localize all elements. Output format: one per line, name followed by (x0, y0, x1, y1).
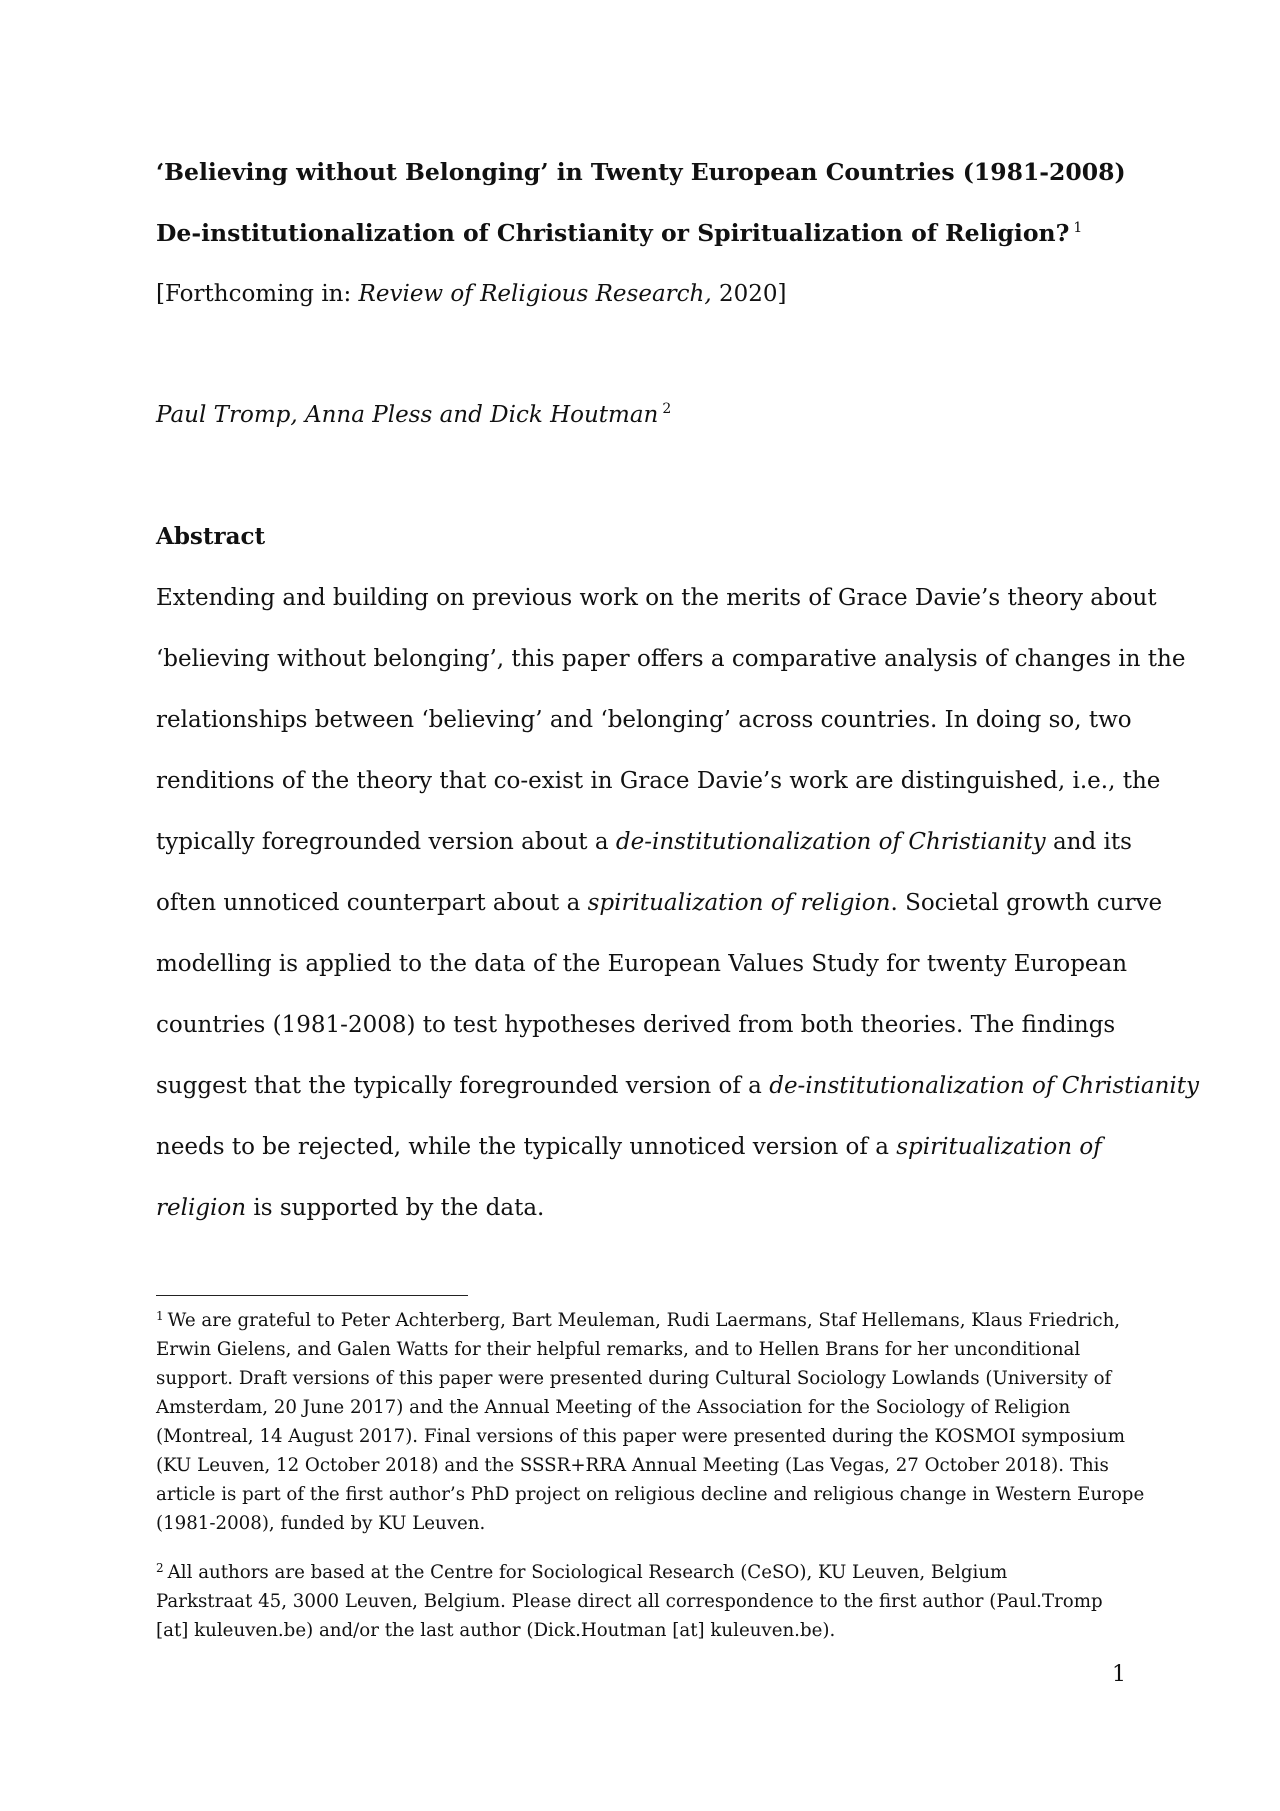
footnote-line: Parkstraat 45, 3000 Leuven, Belgium. Please direct all correspondence to the first author (Paul.Tromp (156, 1591, 1103, 1612)
abstract-line: religion is supported by the data. (156, 1195, 545, 1221)
footnote-separator (156, 1295, 468, 1296)
footnote-line: $^1$ We are grateful to Peter Achterberg, Bart Meuleman, Rudi Laermans, Staf Hellemans, Klaus Friedrich, (156, 1309, 1121, 1331)
footnote-marker-2[interactable]: 2 (662, 401, 672, 417)
abstract-line: Extending and building on previous work on the merits of Grace Davie’s theory about (156, 585, 1157, 611)
footnote-line: (Montreal, 14 August 2017). Final versions of this paper were presented during the KOSMOI symposium (156, 1426, 1125, 1447)
footnote-line: support. Draft versions of this paper were presented during Cultural Sociology Lowlands (University of (156, 1368, 1112, 1389)
footnote-line: Erwin Gielens, and Galen Watts for their helpful remarks, and to Hellen Brans for her unconditional (156, 1339, 1081, 1360)
footnote-marker-1[interactable]: 1 (1073, 220, 1083, 236)
footnote-line: [at] kuleuven.be) and/or the last author (Dick.Houtman [at] kuleuven.be). (156, 1620, 836, 1641)
paper-title: ‘Believing without Belonging’ in Twenty European Countries (1981-2008) (156, 158, 1126, 186)
footnotes (156, 1309, 1156, 1648)
abstract-line: renditions of the theory that co-exist in Grace Davie’s work are distinguished, i.e., the (156, 768, 1161, 794)
abstract-line: often unnoticed counterpart about a spiritualization of religion. Societal growth curve (156, 890, 1163, 916)
footnote-line: (KU Leuven, 12 October 2018) and the SSSR+RRA Annual Meeting (Las Vegas, 27 October 2018). This (156, 1455, 1109, 1476)
abstract-line: typically foregrounded version about a de-institutionalization of Christianity and its (156, 829, 1132, 855)
abstract-body (156, 583, 1199, 1254)
publication-note: [Forthcoming in: Review of Religious Research, 2020] (156, 281, 787, 307)
paper-subtitle: De-institutionalization of Christianity or Spiritualization of Religion? $^1$ (156, 219, 1083, 247)
abstract-line: relationships between ‘believing’ and ‘belonging’ across countries. In doing so, two (156, 707, 1132, 733)
footnote-line: Amsterdam, 20 June 2017) and the Annual Meeting of the Association for the Sociology of Religion (156, 1397, 1071, 1418)
footnote-number: 2 (156, 1561, 164, 1575)
footnote-line: article is part of the first author’s PhD project on religious decline and religious change in Western Europe (156, 1484, 1145, 1505)
abstract-heading: Abstract (156, 523, 266, 550)
author-list: Paul Tromp, Anna Pless and Dick Houtman $^2$ (156, 401, 672, 428)
abstract-line: needs to be rejected, while the typically unnoticed version of a spiritualization of (156, 1134, 1102, 1160)
footnote-line: (1981-2008), funded by KU Leuven. (156, 1513, 486, 1534)
footnote-number: 1 (156, 1309, 164, 1323)
footnote-1 (156, 1309, 1156, 1541)
footnote-2 (156, 1561, 1156, 1648)
journal-name: Review of Religious Research, (358, 281, 712, 307)
abstract-line: suggest that the typically foregrounded version of a de-institutionalization of Christianity (156, 1073, 1199, 1099)
abstract-line: ‘believing without belonging’, this paper offers a comparative analysis of changes in the (156, 646, 1186, 672)
footnote-line: $^2$ All authors are based at the Centre for Sociological Research (CeSO), KU Leuven, Belgium (156, 1561, 1008, 1583)
abstract-line: countries (1981-2008) to test hypotheses derived from both theories. The findings (156, 1012, 1116, 1038)
abstract-line: modelling is applied to the data of the European Values Study for twenty European (156, 951, 1128, 977)
page-number: 1 (1112, 1662, 1126, 1687)
